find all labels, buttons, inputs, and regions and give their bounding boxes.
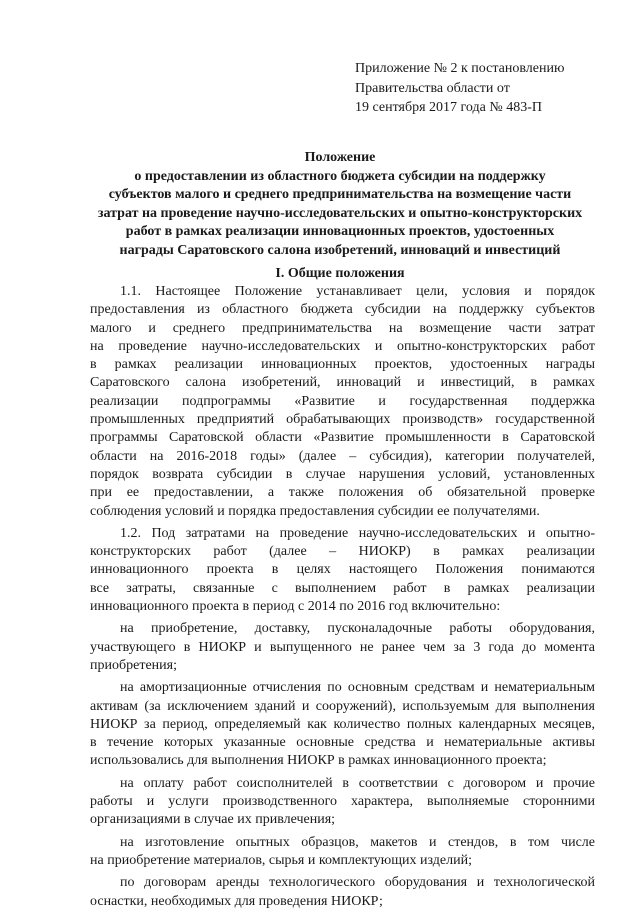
paragraph-line: работы и услуги производственного характера, выполняемые сторонними	[90, 794, 595, 810]
paragraph-line: оснастки, необходимых для проведения НИОКР;	[90, 893, 383, 909]
paragraph	[90, 525, 595, 616]
paragraph-line: инновационного проекта в период с 2014 по 2016 год включительно:	[90, 599, 501, 615]
paragraph-line: приобретения;	[90, 657, 177, 673]
title-line: затрат на проведение научно-исследовательских и опытно-конструкторских	[97, 205, 583, 221]
paragraph	[90, 679, 595, 770]
title-line: Положение	[304, 150, 376, 165]
paragraph-line: промышленных предприятий обрабатывающих производств» государственной	[90, 412, 595, 428]
paragraph-line: на проведение научно-исследовательских и опытно-конструкторских работ	[90, 338, 595, 354]
document-title	[88, 149, 592, 261]
title-line: субъектов малого и среднего предпринимательства на возмещение части	[108, 187, 572, 203]
title-line: о предоставлении из областного бюджета субсидии на поддержку	[134, 168, 546, 184]
paragraph	[90, 834, 595, 871]
paragraph	[90, 874, 595, 911]
paragraph-line: малого и среднего предпринимательства на возмещение части затрат	[90, 320, 595, 336]
paragraph-line: порядок возврата субсидии в случае нарушения условий, установленных	[90, 466, 595, 482]
paragraph-line: предоставления из областного бюджета субсидии на поддержку субъектов	[90, 302, 595, 318]
paragraph-line: по договорам аренды технологического оборудования и технологической	[120, 875, 595, 891]
paragraph-line: в рамках реализации инновационных проектов, удостоенных награды	[90, 357, 595, 373]
paragraph-line: на амортизационные отчисления по основным средствам и нематериальным	[120, 680, 595, 696]
paragraph-line: 1.1. Настоящее Положение устанавливает цели, условия и порядок	[120, 284, 595, 299]
paragraph-line: Саратовского салона изобретений, инноваций и инвестиций, в рамках	[90, 375, 595, 391]
appendix-note	[355, 59, 615, 118]
paragraph-line: 1.2. Под затратами на проведение научно-исследовательских и опытно-	[120, 525, 595, 541]
paragraph-line: программы Саратовской области «Развитие промышленности в Саратовской	[90, 430, 595, 446]
paragraph-line: организациями в случае их привлечения;	[90, 812, 336, 828]
paragraph-line: реализации подпрограммы «Развитие и государственная поддержка	[90, 393, 595, 409]
paragraph-line: при ее предоставлении, а также положения об обязательной проверке	[90, 485, 595, 501]
appendix-line: Правительства области от	[355, 80, 510, 96]
paragraph	[90, 620, 595, 675]
paragraph-line: на приобретение материалов, сырья и комплектующих изделий;	[90, 852, 472, 868]
paragraph-line: конструкторских работ (далее – НИОКР) в рамках реализации	[90, 544, 595, 560]
paragraph-line: инновационного проекта в целях настоящего Положения понимаются	[90, 562, 595, 578]
paragraph-line: на приобретение, доставку, пусконаладочные работы оборудования,	[120, 621, 595, 637]
title-line: работ в рамках реализации инновационных проектов, удостоенных	[125, 224, 555, 240]
paragraph	[90, 283, 595, 521]
paragraph-line: на оплату работ соисполнителей в соответствии с договором и прочие	[120, 775, 595, 791]
body-text	[90, 283, 595, 911]
title-line: награды Саратовского салона изобретений, инноваций и инвестиций	[119, 242, 561, 258]
paragraph-line: все затраты, связанные с выполнением работ в рамках реализации	[90, 580, 595, 596]
section-heading: I. Общие положения	[275, 266, 405, 281]
paragraph-line: использовались для выполнения НИОКР в рамках инновационного проекта;	[90, 753, 547, 769]
paragraph-line: соблюдения условий и порядка предоставления субсидии ее получателями.	[90, 503, 540, 519]
paragraph-line: активам (за исключением зданий и сооружений), используемым для выполнения	[90, 698, 595, 714]
appendix-line: 19 сентября 2017 года № 483-П	[355, 100, 542, 115]
paragraph-line: участвующего в НИОКР и выпущенного не ранее чем за 3 года до момента	[90, 639, 595, 655]
paragraph-line: на изготовление опытных образцов, макетов и стендов, в том числе	[120, 834, 595, 850]
paragraph-line: в течение которых указанные основные средства и нематериальные активы	[90, 735, 595, 751]
paragraph	[90, 775, 595, 830]
paragraph-line: НИОКР за период, определяемый как количество полных календарных месяцев,	[90, 716, 595, 732]
appendix-line: Приложение № 2 к постановлению	[355, 61, 565, 76]
paragraph-line: области на 2016-2018 годы» (далее – субсидия), категории получателей,	[90, 448, 595, 464]
